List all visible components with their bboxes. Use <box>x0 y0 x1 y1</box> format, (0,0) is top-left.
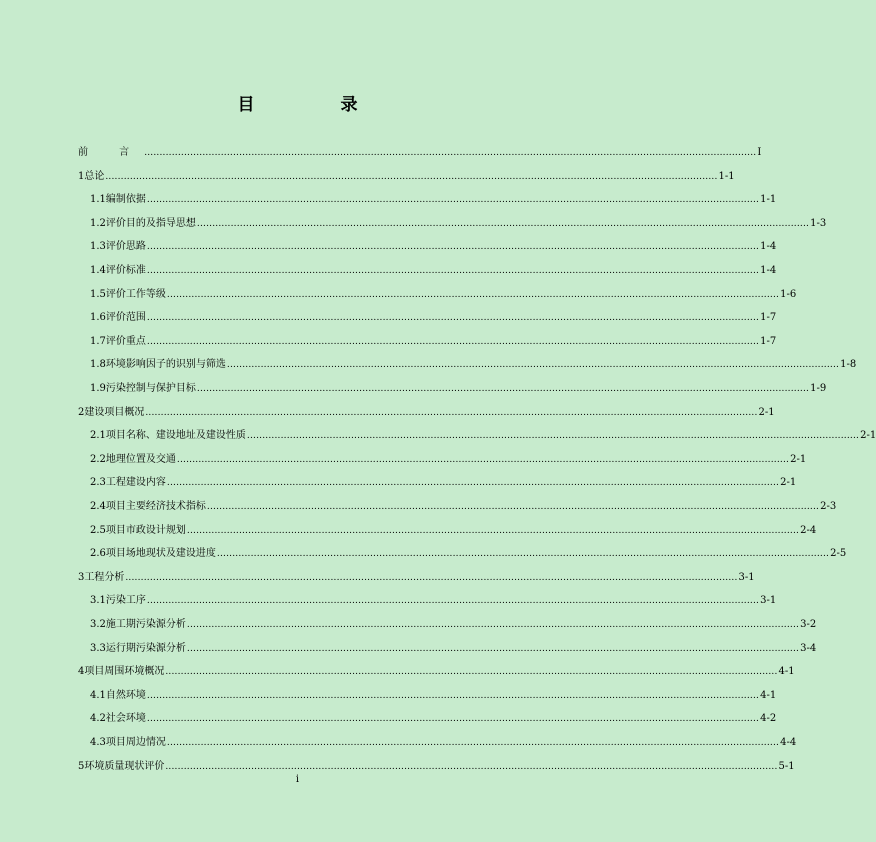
toc-entry-number: 2.3 <box>90 477 106 489</box>
toc-entry-label: 项目主要经济技术指标 <box>105 501 206 512</box>
toc-entry-label: 编制依据 <box>105 194 146 206</box>
toc-entry-number: 1.9 <box>90 383 106 394</box>
toc-entry[interactable] <box>90 264 777 278</box>
toc-entry[interactable] <box>90 524 817 538</box>
toc-entry-number: 3 <box>78 571 85 583</box>
toc-leader-dots: ........................................................................................................................................................................................................ <box>165 761 778 772</box>
toc-leader-dots: ........................................................................................................................................................................................................ <box>146 690 760 701</box>
toc-entry-label: 项目场地现状及建设进度 <box>105 548 216 560</box>
toc-entry[interactable] <box>90 500 837 514</box>
toc-entry-number: 2.5 <box>90 524 106 536</box>
toc-entry-label: 环境质量现状评价 <box>84 760 165 772</box>
toc-entry-number: 2.4 <box>90 501 106 512</box>
toc-leader-dots: ........................................................................................................................................................................................................ <box>166 738 780 748</box>
toc-entry-number: 1.1 <box>90 194 106 206</box>
toc-entry[interactable] <box>78 571 755 585</box>
toc-leader-dots: ........................................................................................................................................................................................................ <box>146 336 760 347</box>
toc-entry-number: 3.3 <box>90 642 106 654</box>
toc-entry-number: 1.8 <box>90 359 106 371</box>
toc-entry-number: 4.3 <box>90 737 106 748</box>
toc-entry[interactable] <box>90 736 797 750</box>
toc-entry-label: 评价思路 <box>105 241 146 253</box>
toc-entry-number: 1.7 <box>90 335 106 347</box>
toc-entry[interactable] <box>90 618 817 632</box>
toc-entry[interactable] <box>90 642 817 656</box>
toc-leader-dots: ........................................................................................................................................................................................................ <box>146 313 760 324</box>
toc-entry-page: 1-6 <box>780 288 797 300</box>
toc-entry[interactable] <box>90 358 857 372</box>
toc-entry-number: 1 <box>78 170 85 182</box>
toc-entry[interactable] <box>90 429 876 443</box>
toc-entry-number: 1.3 <box>90 241 106 253</box>
toc-entry-label: 环境影响因子的识别与筛选 <box>105 359 226 371</box>
toc-entry[interactable] <box>90 217 827 231</box>
toc-entry-page: 1-7 <box>760 312 777 324</box>
toc-leader-dots: ........................................................................................................................................................................................................ <box>125 572 738 583</box>
toc-entry-number: 4.1 <box>90 689 106 701</box>
toc-entry[interactable] <box>78 146 762 160</box>
toc-entry-page: 1-8 <box>840 359 857 371</box>
toc-entry[interactable] <box>90 547 847 561</box>
toc-entry-page: 2-1 <box>860 430 876 442</box>
toc-entry-page: 1-9 <box>810 383 827 394</box>
toc-leader-dots: ........................................................................................................................................................................................................ <box>165 667 778 678</box>
toc-entry-page: 2-1 <box>790 453 807 465</box>
toc-entry-page: 1-1 <box>760 194 777 206</box>
toc-entry-page: 3-1 <box>738 571 755 583</box>
toc-leader-dots: ........................................................................................................................................................................................................ <box>226 360 840 371</box>
toc-entry-number: 3.1 <box>90 595 106 607</box>
toc-entry-label: 工程建设内容 <box>105 477 166 489</box>
toc-entry[interactable] <box>78 760 795 774</box>
toc-leader-dots: ........................................................................................................................................................................................................ <box>166 478 780 489</box>
toc-entry-label: 地理位置及交通 <box>105 453 176 465</box>
toc-entry[interactable] <box>90 712 777 726</box>
toc-entry[interactable] <box>90 240 777 254</box>
toc-entry-number: 4 <box>78 666 85 678</box>
toc-entry-label: 总论 <box>84 170 105 182</box>
toc-entry-page: 4-2 <box>760 713 777 725</box>
toc-entry-page: 4-4 <box>780 737 797 748</box>
toc-entry-page: 2-4 <box>800 524 817 536</box>
toc-entry-label: 评价重点 <box>105 335 146 347</box>
toc-entry[interactable] <box>90 453 807 467</box>
toc-entry-page: 1-1 <box>718 170 735 182</box>
toc-entry-number: 2.2 <box>90 453 106 465</box>
toc-entry-label: 项目周边情况 <box>105 737 166 748</box>
toc-entry-number: 2.6 <box>90 548 106 560</box>
toc-entry-page: 2-5 <box>830 548 847 560</box>
toc-entry-page: 3-1 <box>760 595 777 607</box>
toc-leader-dots: ........................................................................................................................................................................................................ <box>186 620 800 630</box>
toc-leader-dots: ........................................................................................................................................................................................................ <box>105 171 718 182</box>
toc-entry-label: 项目名称、建设地址及建设性质 <box>105 430 246 442</box>
toc-leader-dots: ........................................................................................................................................................................................................ <box>146 596 760 607</box>
toc-leader-dots: ........................................................................................................................................................................................................ <box>144 148 757 158</box>
toc-entry-number: 1.6 <box>90 312 106 324</box>
toc-leader-dots: ........................................................................................................................................................................................................ <box>146 266 760 276</box>
toc-leader-dots: ........................................................................................................................................................................................................ <box>186 643 800 654</box>
toc-entry-page: 2-1 <box>758 406 775 418</box>
toc-leader-dots: ........................................................................................................................................................................................................ <box>216 549 830 560</box>
toc-entry-label: 评价工作等级 <box>105 288 166 300</box>
toc-entry[interactable] <box>78 170 735 184</box>
toc-entry[interactable] <box>90 382 827 396</box>
toc-entry-label: 污染工序 <box>105 595 146 607</box>
page-number: i <box>295 774 300 785</box>
toc-entry-number: 1.2 <box>90 217 106 229</box>
toc-leader-dots: ........................................................................................................................................................................................................ <box>186 525 800 536</box>
toc-entry-label: 项目周围环境概况 <box>84 666 165 678</box>
toc-entry[interactable] <box>90 193 777 207</box>
toc-entry[interactable] <box>90 288 797 302</box>
toc-entry[interactable] <box>78 665 795 679</box>
toc-entry-page: 3-4 <box>800 642 817 654</box>
toc-entry-page: 1-4 <box>760 265 777 276</box>
toc-entry-number: 2 <box>78 406 85 418</box>
toc-entry-number: 1.5 <box>90 288 106 300</box>
toc-entry[interactable] <box>90 594 777 608</box>
toc-leader-dots: ........................................................................................................................................................................................................ <box>176 454 790 465</box>
page-title: 目 录 <box>237 95 398 115</box>
toc-entry-page: I <box>757 147 762 158</box>
toc-entry-label: 项目市政设计规划 <box>105 524 186 536</box>
toc-entry-page: 4-1 <box>778 666 795 678</box>
toc-leader-dots: ........................................................................................................................................................................................................ <box>206 502 820 512</box>
toc-entry-page: 1-3 <box>810 217 827 229</box>
toc-entry-page: 1-7 <box>760 335 777 347</box>
toc-entry-page: 1-4 <box>760 241 777 253</box>
toc-entry-label: 自然环境 <box>105 689 146 701</box>
toc-entry-label: 建设项目概况 <box>84 406 145 418</box>
toc-entry-label: 工程分析 <box>84 571 125 583</box>
toc-entry-page: 3-2 <box>800 619 817 630</box>
toc-entry-page: 2-3 <box>820 501 837 512</box>
toc-entry-label: 社会环境 <box>105 713 146 725</box>
toc-leader-dots: ........................................................................................................................................................................................................ <box>196 384 810 394</box>
toc-leader-dots: ........................................................................................................................................................................................................ <box>196 218 810 229</box>
toc-leader-dots: ........................................................................................................................................................................................................ <box>146 714 760 725</box>
toc-entry[interactable] <box>90 689 777 703</box>
toc-entry[interactable] <box>78 406 775 420</box>
toc-leader-dots: ........................................................................................................................................................................................................ <box>145 407 758 418</box>
toc-entry-page: 2-1 <box>780 477 797 489</box>
toc-leader-dots: ........................................................................................................................................................................................................ <box>146 195 760 206</box>
toc-entry-label: 施工期污染源分析 <box>105 619 186 630</box>
toc-entry-label: 前 言 <box>78 147 144 158</box>
toc-entry-number: 4.2 <box>90 713 106 725</box>
toc-entry-label: 污染控制与保护目标 <box>105 383 196 394</box>
toc-entry-label: 评价范围 <box>105 312 146 324</box>
toc-entry-number: 1.4 <box>90 265 106 276</box>
toc-entry-number: 2.1 <box>90 430 106 442</box>
toc-leader-dots: ........................................................................................................................................................................................................ <box>246 431 860 442</box>
toc-entry-label: 运行期污染源分析 <box>105 642 186 654</box>
toc-leader-dots: ........................................................................................................................................................................................................ <box>166 289 780 300</box>
toc-leader-dots: ........................................................................................................................................................................................................ <box>146 242 760 253</box>
toc-entry-number: 3.2 <box>90 619 106 630</box>
toc-entry-label: 评价目的及指导思想 <box>105 217 196 229</box>
toc-entry[interactable] <box>90 311 777 325</box>
toc-entry-number: 5 <box>78 760 85 772</box>
toc-entry-page: 4-1 <box>760 689 777 701</box>
toc-entry[interactable] <box>90 476 797 490</box>
toc-entry[interactable] <box>90 335 777 349</box>
toc-entry-label: 评价标准 <box>105 265 146 276</box>
toc-entry-page: 5-1 <box>778 760 795 772</box>
